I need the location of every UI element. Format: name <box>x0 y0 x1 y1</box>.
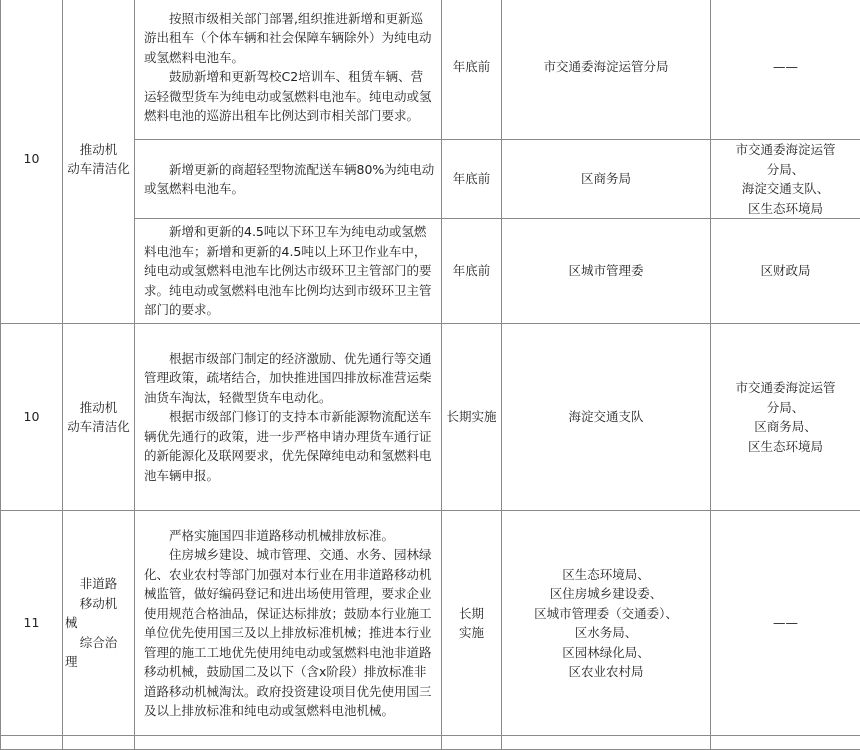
item-number: 10 <box>1 324 63 511</box>
cooperating-departments: 市交通委海淀运管 分局、 海淀交通支队、 区生态环境局 <box>711 140 860 219</box>
cooperating-departments: 区财政局 <box>711 219 860 324</box>
item-number: 10 <box>1 0 63 324</box>
deadline-cell: 年底前 <box>442 140 502 219</box>
measure-content: 新增更新的商超轻型物流配送车辆80%为纯电动或氢燃料电池车。 <box>135 140 442 219</box>
item-category: 推动机 动车清洁化 <box>63 324 135 511</box>
table-row <box>1 0 860 140</box>
deadline-cell: 长期 实施 <box>442 511 502 736</box>
measure-content: 按照市级相关部门部署,组织推进新增和更新巡游出租车（个体车辆和社会保障车辆除外）为纯电动或氢燃料电池车。 鼓励新增和更新驾校C2培训车、租赁车辆、营运轻微型货车为纯电动或氢燃料电池车。纯电动或氢燃料电池的巡游出租车比例达到市相关部门要求。 <box>135 0 442 140</box>
item-number: 11 <box>1 511 63 736</box>
lead-department: 海淀交通支队 <box>502 324 711 511</box>
deadline-cell: 年底前 <box>442 0 502 140</box>
lead-department: 区城市管理委 <box>502 219 711 324</box>
measure-content: 严格实施国四非道路移动机械排放标准。 住房城乡建设、城市管理、交通、水务、园林绿化、农业农村等部门加强对本行业在用非道路移动机械监管，做好编码登记和进出场使用管理，要求企业使用规范合格油品，保证达标排放；鼓励本行业施工单位优先使用国三及以上排放标准机械；推进本行业管理的施工工地优先使用纯电动或氢燃料电池非道路移动机械，鼓励国二及以下（含x阶段）排放标准非道路移动机械淘汰。政府投资建设项目优先使用国三及以上排放标准和纯电动或氢燃料电池机械。 <box>135 511 442 736</box>
cooperating-departments: —— <box>711 511 860 736</box>
measure-content: 根据市级部门制定的经济激励、优先通行等交通管理政策，疏堵结合，加快推进国四排放标准营运柴油货车淘汰，轻微型货车电动化。 根据市级部门修订的支持本市新能源物流配送车辆优先通行的政策，进一步严格申请办理货车通行证的新能源化及联网要求，优先保障纯电动和氢燃料电池车辆申报。 <box>135 324 442 511</box>
cooperating-departments: —— <box>711 0 860 140</box>
table-row <box>1 736 860 750</box>
measure-content: 新增和更新的4.5吨以下环卫车为纯电动或氢燃料电池车；新增和更新的4.5吨以上环卫作业车中，纯电动或氢燃料电池车比例达市级环卫主管部门的要求。纯电动或氢燃料电池车比例均达到市级环卫主管部门的要求。 <box>135 219 442 324</box>
deadline-cell: 年底前 <box>442 219 502 324</box>
deadline-cell: 长期实施 <box>442 324 502 511</box>
lead-department: 市交通委海淀运管分局 <box>502 0 711 140</box>
lead-department: 区商务局 <box>502 140 711 219</box>
lead-department: 区生态环境局、 区住房城乡建设委、 区城市管理委（交通委）、 区水务局、 区园林绿化局、 区农业农村局 <box>502 511 711 736</box>
item-category: 非道路 移动机 械 综合治 理 <box>63 511 135 736</box>
table-row <box>1 511 860 736</box>
table-row <box>1 324 860 511</box>
cooperating-departments: 市交通委海淀运管 分局、 区商务局、 区生态环境局 <box>711 324 860 511</box>
item-category: 推动机 动车清洁化 <box>63 0 135 324</box>
